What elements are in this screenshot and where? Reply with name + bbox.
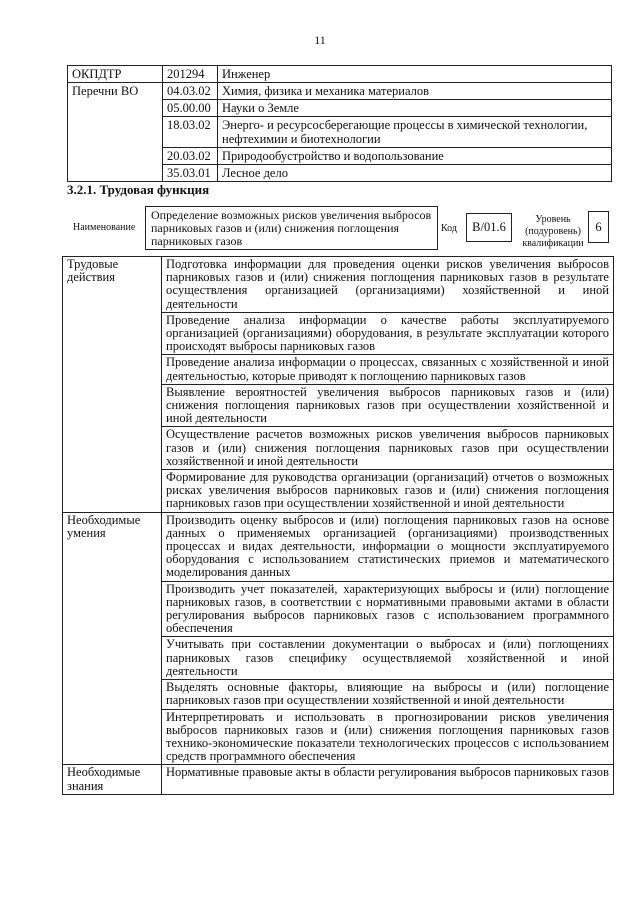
skill-item: Производить учет показателей, характеризующих выбросы и (или) поглощение парниковых газов, в соответствии с нормативными правовыми актами в области регулирования выбросов парниковых газов с использованием программного обеспечения <box>162 581 614 637</box>
group-label-knowledge: Необходимые знания <box>63 765 162 794</box>
vo-code: 18.03.02 <box>163 117 218 148</box>
action-item: Подготовка информации для проведения оценки рисков увеличения выбросов парниковых газов и (или) снижения поглощения парниковых газов в результате осуществления организацией (организациями) хозяйственной и иной деятельности <box>162 257 614 313</box>
table-row <box>63 765 614 794</box>
code-label: Код <box>441 223 457 234</box>
vo-code: 35.03.01 <box>163 165 218 182</box>
action-item: Проведение анализа информации о качестве работы эксплуатируемого организацией (организациями) оборудования, в результате эксплуатации которого происходят выбросы парниковых газов <box>162 312 614 355</box>
okpdtr-name: Инженер <box>218 66 612 83</box>
group-label-actions: Трудовые действия <box>63 257 162 513</box>
section-title: 3.2.1. Трудовая функция <box>67 182 210 197</box>
qualification-level-label: Уровень (подуровень) квалификации <box>522 214 584 249</box>
okpdtr-code: 201294 <box>163 66 218 83</box>
group-label-skills: Необходимые умения <box>63 512 162 765</box>
table-row <box>63 512 614 581</box>
skill-item: Интерпретировать и использовать в прогнозировании рисков увеличения выбросов парниковых газов и (или) снижения поглощения парниковых газов технико-экономические показатели технологических процессов с использованием средств программного обеспечения <box>162 709 614 765</box>
knowledge-item: Нормативные правовые акты в области регулирования выбросов парниковых газов <box>162 765 614 794</box>
vo-code: 05.00.00 <box>163 100 218 117</box>
action-item: Формирование для руководства организации (организаций) отчетов о возможных рисках увеличения выбросов парниковых газов и (или) снижения поглощения парниковых газов при осуществлении хозяйственной и иной деятельности <box>162 470 614 513</box>
vo-name: Природообустройство и водопользование <box>218 148 612 165</box>
skill-item: Учитывать при составлении документации о выбросах и (или) поглощениях парниковых газов специфику осуществляемой хозяйственной и иной деятельности <box>162 637 614 680</box>
skill-item: Производить оценку выбросов и (или) поглощения парниковых газов на основе данных о применяемых организацией (организациями) производственных процессах и видах деятельности, информации о мощности эксплуатируемого оборудования с использованием статистических приемов и математического моделирования данных <box>162 512 614 581</box>
name-label: Наименование <box>73 222 136 233</box>
vo-name: Лесное дело <box>218 165 612 182</box>
vo-code: 20.03.02 <box>163 148 218 165</box>
skill-item: Выделять основные факторы, влияющие на выбросы и (или) поглощение парниковых газов при осуществлении хозяйственной и иной деятельности <box>162 680 614 709</box>
function-name: Определение возможных рисков увеличения выбросов парниковых газов и (или) снижения поглощения парниковых газов <box>145 206 438 250</box>
qualification-level: 6 <box>588 211 609 243</box>
vo-name: Науки о Земле <box>218 100 612 117</box>
vo-label: Перечни ВО <box>68 83 163 182</box>
vo-name: Энерго- и ресурсосберегающие процессы в химической технологии, нефтехимии и биотехнологии <box>218 117 612 148</box>
action-item: Осуществление расчетов возможных рисков увеличения выбросов парниковых газов и (или) снижения поглощения парниковых газов при осуществлении хозяйственной и иной деятельности <box>162 427 614 470</box>
function-code: B/01.6 <box>466 213 512 242</box>
vo-name: Химия, физика и механика материалов <box>218 83 612 100</box>
classification-table <box>67 65 612 182</box>
action-item: Выявление вероятностей увеличения выбросов парниковых газов и (или) снижения поглощения парниковых газов при осуществлении хозяйственной и иной деятельности <box>162 384 614 427</box>
okpdtr-label: ОКПДТР <box>68 66 163 83</box>
vo-code: 04.03.02 <box>163 83 218 100</box>
okpdtr-row <box>68 66 612 83</box>
table-row <box>63 257 614 313</box>
vo-row <box>68 83 612 100</box>
action-item: Проведение анализа информации о процессах, связанных с хозяйственной и иной деятельностью, которые приводят к поглощению парниковых газов <box>162 355 614 384</box>
function-details-table <box>62 256 614 795</box>
page-number: 11 <box>314 33 326 47</box>
